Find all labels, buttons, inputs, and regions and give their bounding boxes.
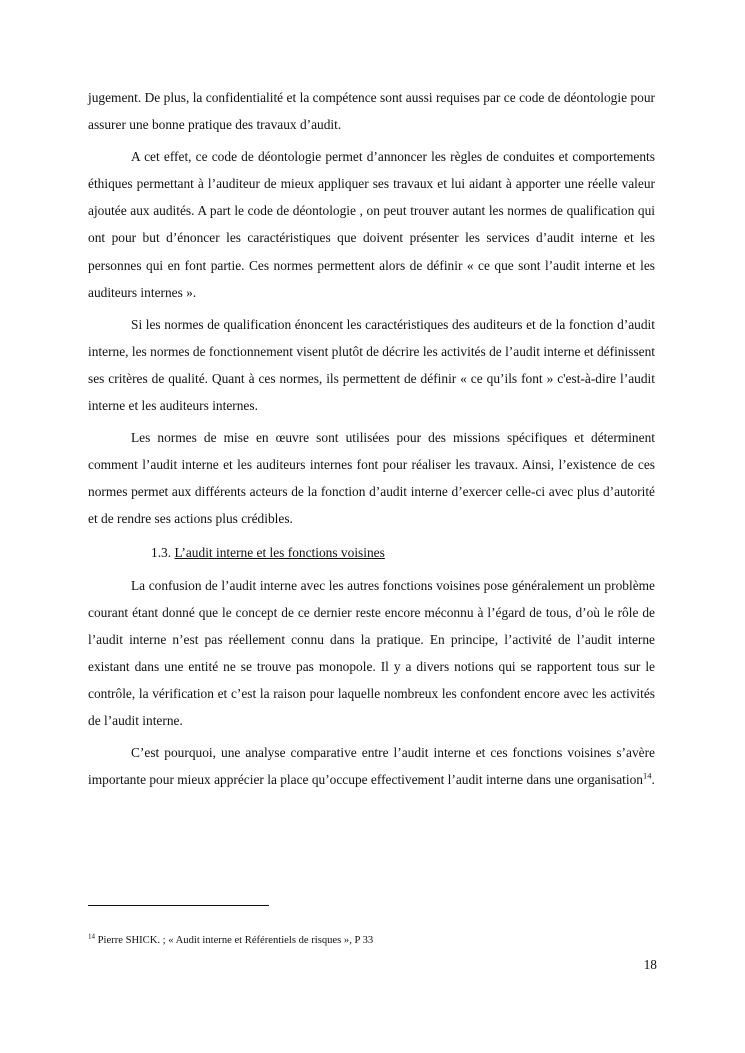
section-title: L’audit interne et les fonctions voisines: [174, 544, 385, 560]
paragraph-analyse-comparative: [88, 739, 655, 793]
paragraph-normes-qualification: Si les normes de qualification énoncent les caractéristiques des auditeurs et de la fonction d’audit interne, les normes de fonctionnement visent plutôt de décrire les activités de l’audit interne et définissent ses critères de qualité. Quant à ces normes, ils permettent de définir « ce qu’ils font » c'est-à-dire l’audit interne et les auditeurs internes.: [88, 316, 655, 414]
paragraph-continuation: jugement. De plus, la confidentialité et la compétence sont aussi requises par ce code de déontologie pour assurer une bonne pratique des travaux d’audit.: [88, 90, 655, 133]
paragraph-confusion: La confusion de l’audit interne avec les autres fonctions voisines pose généralement un problème courant étant donné que le concept de ce dernier reste encore méconnu à l’égard de tous, d’où le rôle de l’audit interne n’est pas réellement connu dans la pratique. En principe, l’activité de l’audit interne existant dans une entité ne se trouve pas monopole. Il y a divers notions qui se rapportent tous sur le contrôle, la vérification et c’est la raison pour laquelle nombreux les confondent encore avec les activités de l’audit interne.: [88, 577, 655, 728]
footnote: [88, 934, 373, 948]
paragraph-end-punctuation: .: [651, 772, 655, 788]
page-body: [88, 84, 655, 798]
paragraph-normes-mise-en-oeuvre: Les normes de mise en œuvre sont utilisées pour des missions spécifiques et déterminent comment l’audit interne et les auditeurs internes font pour réaliser les travaux. Ainsi, l’existence de ces normes permet aux différents acteurs de la fonction d’audit interne d’exercer celle-ci avec plus d’autorité et de rendre ses actions plus crédibles.: [88, 430, 655, 527]
paragraph-analyse-text: C’est pourquoi, une analyse comparative entre l’audit interne et ces fonctions voisines s’avère importante pour mieux apprécier la place qu’occupe effectivement l’audit interne dans une organisation: [88, 745, 655, 788]
section-number: 1.3.: [151, 544, 172, 560]
footnote-separator: [88, 905, 269, 906]
page-number: 18: [643, 957, 657, 972]
footnote-reference[interactable]: 14: [643, 770, 652, 781]
footnote-number: 14: [88, 932, 95, 941]
paragraph-code-deontologie: A cet effet, ce code de déontologie permet d’annoncer les règles de conduites et comportements éthiques permettant à l’auditeur de mieux appliquer ses travaux et lui aidant à apporter une réelle valeur ajoutée aux audités. A part le code de déontologie , on peut trouver autant les normes de qualification qui ont pour but d’énoncer les caractéristiques que doivent présenter les services d’audit interne et les personnes qui en font partie. Ces normes permettent alors de définir « ce que sont l’audit interne et les auditeurs internes ».: [88, 149, 655, 300]
section-heading: [88, 539, 655, 566]
footnote-text: Pierre SHICK. ; « Audit interne et Référentiels de risques », P 33: [95, 935, 374, 946]
